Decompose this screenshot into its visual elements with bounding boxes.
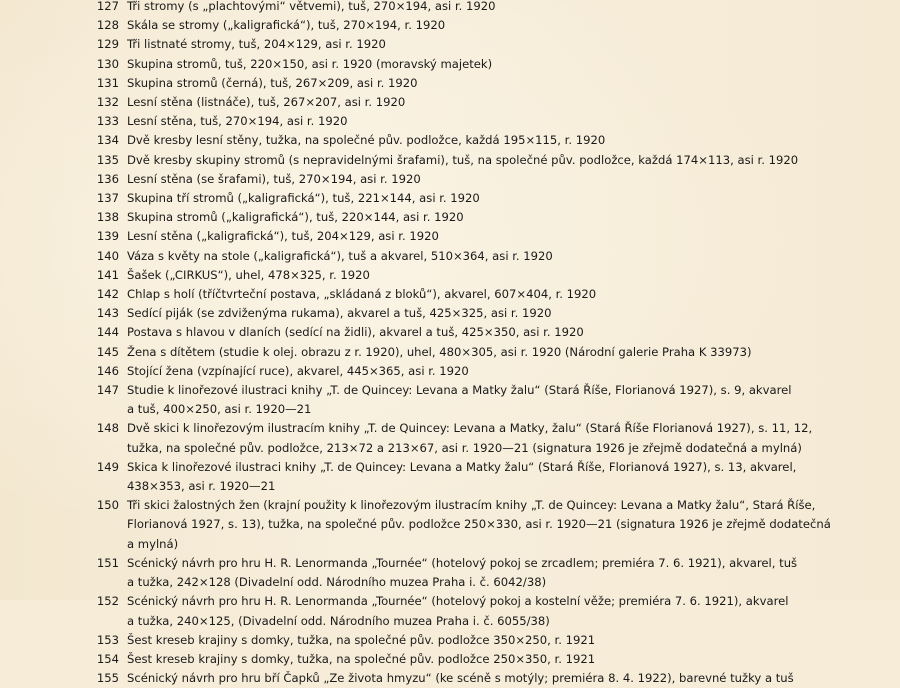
- catalogue-entry: [0, 151, 900, 170]
- entry-description: Chlap s holí (tříčtvrteční postava, „skládaná z bloků“), akvarel, 607×404, r. 1920: [127, 287, 597, 302]
- catalogue-entry: [0, 381, 900, 419]
- entry-number: 133: [96, 114, 119, 129]
- entry-number: 135: [96, 152, 119, 167]
- entry-number: 139: [96, 229, 119, 244]
- entry-number: 141: [96, 267, 119, 282]
- entry-number: 147: [96, 383, 119, 398]
- catalogue-entry: [0, 650, 900, 669]
- catalogue-entry: [0, 343, 900, 362]
- catalogue-entry: [0, 669, 900, 688]
- catalogue-entry: [0, 419, 900, 457]
- entry-number: 140: [96, 248, 119, 263]
- catalogue-entry: [0, 247, 900, 266]
- entry-number: 154: [96, 651, 119, 666]
- catalogue-entry: [0, 112, 900, 131]
- entry-number: 149: [96, 459, 119, 474]
- entry-description: Scénický návrh pro hru bří Čapků „Ze života hmyzu“ (ke scéně s motýly; premiéra 8. 4. 1922), barevné tužky a tuš: [127, 671, 794, 686]
- catalogue-entry: [0, 362, 900, 381]
- entry-number: 136: [96, 171, 119, 186]
- entry-number: 151: [96, 555, 119, 570]
- entry-description: Skupina stromů, tuš, 220×150, asi r. 1920 (moravský majetek): [127, 56, 493, 71]
- entry-number: 138: [96, 210, 119, 225]
- catalogue-entry: [0, 35, 900, 54]
- entry-description: Lesní stěna („kaligrafická“), tuš, 204×129, asi r. 1920: [127, 229, 439, 244]
- entry-number: 128: [96, 18, 119, 33]
- entry-number: 134: [96, 133, 119, 148]
- entry-number: 155: [96, 671, 119, 686]
- catalogue-entry: [0, 304, 900, 323]
- entry-description: Dvě skici k linořezovým ilustracím knihy „T. de Quincey: Levana a Matky, žalu“ (Stará Říše Florianová 1927), s. 11, 12, tužka, na společné pův. podložce, 213×72 a 213×67, asi r. 1920—21 (signatura 1926 je zřejmě dodatečná a mylná): [127, 421, 813, 455]
- entry-description: Lesní stěna, tuš, 270×194, asi r. 1920: [127, 114, 348, 129]
- entry-number: 143: [96, 306, 119, 321]
- catalogue-entry: [0, 16, 900, 35]
- catalogue-entry: [0, 631, 900, 650]
- entry-number: 146: [96, 363, 119, 378]
- catalogue-entry: [0, 458, 900, 496]
- catalogue-entry: [0, 131, 900, 150]
- entry-description: Skupina tří stromů („kaligrafická“), tuš, 221×144, asi r. 1920: [127, 191, 480, 206]
- entry-description: Skica k linořezové ilustraci knihy „T. de Quincey: Levana a Matky žalu“ (Stará Říše, Florianová 1927), s. 13, akvarel, 438×353, asi r. 1920—21: [127, 459, 797, 494]
- entry-number: 142: [96, 287, 119, 302]
- entry-number: 130: [96, 56, 119, 71]
- entry-description: Šašek („CIRKUS“), uhel, 478×325, r. 1920: [127, 267, 370, 282]
- entry-number: 131: [96, 75, 119, 90]
- catalogue-entry: [0, 208, 900, 227]
- entry-description: Skupina stromů („kaligrafická“), tuš, 220×144, asi r. 1920: [127, 210, 464, 225]
- entry-description: Sedící piják (se zdviženýma rukama), akvarel a tuš, 425×325, asi r. 1920: [127, 306, 552, 321]
- entry-number: 148: [96, 421, 119, 436]
- entry-description: Dvě kresby skupiny stromů (s nepravidelnými šrafami), tuš, na společné pův. podložce, každá 174×113, asi r. 1920: [127, 152, 799, 167]
- entry-description: Dvě kresby lesní stěny, tužka, na společné pův. podložce, každá 195×115, r. 1920: [127, 133, 606, 148]
- entry-number: 150: [96, 498, 119, 513]
- entry-number: 127: [96, 0, 119, 13]
- entry-description: Žena s dítětem (studie k olej. obrazu z r. 1920), uhel, 480×305, asi r. 1920 (Národní galerie Praha K 33973): [127, 344, 752, 359]
- catalogue-entry: [0, 0, 900, 16]
- entry-number: 144: [96, 325, 119, 340]
- entry-description: Postava s hlavou v dlaních (sedící na židli), akvarel a tuš, 425×350, asi r. 1920: [127, 325, 584, 340]
- catalogue-entry: [0, 93, 900, 112]
- catalogue-entry: [0, 55, 900, 74]
- entry-description: Tři stromy (s „plachtovými“ větvemi), tuš, 270×194, asi r. 1920: [127, 0, 496, 13]
- entry-description: Tři skici žalostných žen (krajní použity k linořezovým ilustracím knihy „T. de Quincey: Levana a Matky žalu“, Stará Říše, Florianová 1927, s. 13), tužka, na společné pův. podložce 250×330, asi r. 1920—21 (signatura 1926 je zřejmě dodatečná a mylná): [127, 498, 831, 551]
- entry-number: 153: [96, 632, 119, 647]
- catalogue-entry: [0, 285, 900, 304]
- entry-description: Lesní stěna (listnáče), tuš, 267×207, asi r. 1920: [127, 95, 406, 110]
- catalogue-entry: [0, 496, 900, 554]
- entry-description: Scénický návrh pro hru H. R. Lenormanda „Tournée“ (hotelový pokoj a kostelní věže; premiéra 7. 6. 1921), akvarel a tužka, 240×125, (Divadelní odd. Národního muzea Praha i. č. 6055/38): [127, 594, 789, 628]
- catalogue-entry: [0, 323, 900, 342]
- entry-description: Šest kreseb krajiny s domky, tužka, na společné pův. podložce 350×250, r. 1921: [127, 632, 596, 647]
- catalogue-entry: [0, 592, 900, 630]
- entry-number: 152: [96, 594, 119, 609]
- entry-description: Váza s květy na stole („kaligrafická“), tuš a akvarel, 510×364, asi r. 1920: [127, 248, 553, 263]
- entry-description: Lesní stěna (se šrafami), tuš, 270×194, asi r. 1920: [127, 171, 421, 186]
- entry-number: 145: [96, 344, 119, 359]
- catalogue-entry: [0, 266, 900, 285]
- entry-number: 129: [96, 37, 119, 52]
- catalogue-entry: [0, 189, 900, 208]
- entry-description: Studie k linořezové ilustraci knihy „T. de Quincey: Levana a Matky žalu“ (Stará Říše, Florianová 1927), s. 9, akvarel a tuš, 400×250, asi r. 1920—21: [127, 383, 792, 417]
- catalogue-entry: [0, 227, 900, 246]
- catalogue-entry: [0, 74, 900, 93]
- entry-description: Tři listnaté stromy, tuš, 204×129, asi r. 1920: [127, 37, 386, 52]
- entry-description: Skála se stromy („kaligrafická“), tuš, 270×194, r. 1920: [127, 18, 446, 33]
- entry-number: 137: [96, 191, 119, 206]
- entry-description: Stojící žena (vzpínající ruce), akvarel, 445×365, asi r. 1920: [127, 363, 469, 378]
- entry-description: Skupina stromů (černá), tuš, 267×209, asi r. 1920: [127, 75, 418, 90]
- entry-description: Scénický návrh pro hru H. R. Lenormanda „Tournée“ (hotelový pokoj se zrcadlem; premiéra 7. 6. 1921), akvarel, tuš a tužka, 242×128 (Divadelní odd. Národního muzea Praha i. č. 6042/38): [127, 555, 798, 590]
- entry-number: 132: [96, 95, 119, 110]
- entry-description: Šest kreseb krajiny s domky, tužka, na společné pův. podložce 250×350, r. 1921: [127, 651, 596, 666]
- catalogue-entry: [0, 554, 900, 592]
- catalogue-entry: [0, 170, 900, 189]
